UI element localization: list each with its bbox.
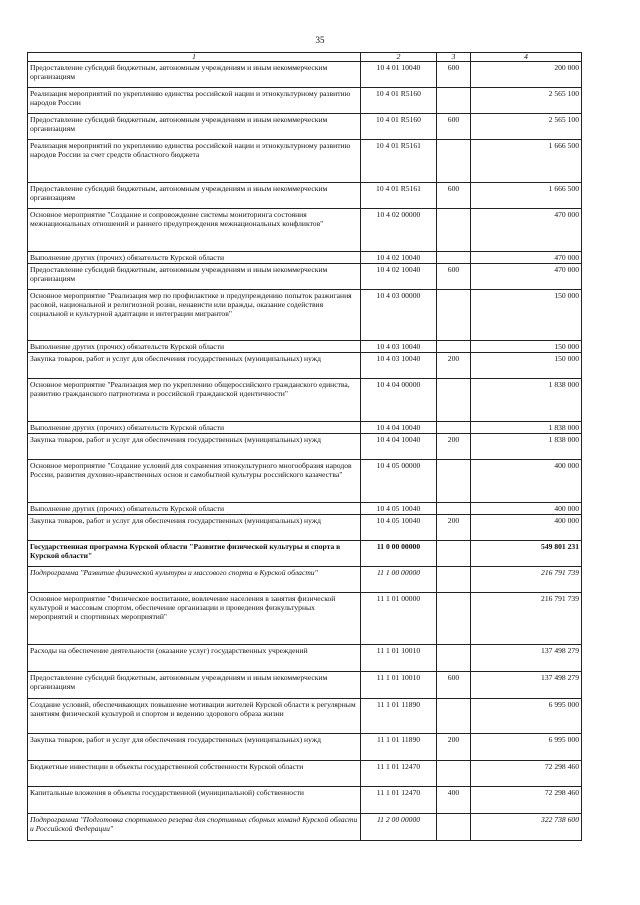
row-amount-cell: 72 298 460 bbox=[471, 761, 582, 787]
row-name-cell: Выполнение других (прочих) обязательств Курской области bbox=[28, 252, 361, 264]
column-header-1: 1 bbox=[28, 53, 361, 62]
row-amount-cell: 137 498 279 bbox=[471, 672, 582, 699]
row-amount-cell: 150 000 bbox=[471, 353, 582, 379]
row-code-cell: 11 1 01 10010 bbox=[361, 672, 437, 699]
row-name-cell: Основное мероприятие "Физическое воспитание, вовлечение населения в занятия физической культурой и массовым спортом, обеспечение организации и проведения физкультурных мероприятий и спортивных мероприятий" bbox=[28, 593, 361, 645]
row-name-cell: Основное мероприятие "Создание и сопровождение системы мониторинга состояния межнациональных отношений и раннего предупреждения межнациональных конфликтов" bbox=[28, 209, 361, 252]
row-name-cell: Закупка товаров, работ и услуг для обеспечения государственных (муниципальных) нужд bbox=[28, 734, 361, 761]
row-expense-type-cell: 600 bbox=[437, 114, 471, 140]
row-code-cell: 10 4 03 00000 bbox=[361, 290, 437, 341]
column-header-2: 2 bbox=[361, 53, 437, 62]
row-amount-cell: 2 565 100 bbox=[471, 88, 582, 114]
row-name-cell: Предоставление субсидий бюджетным, автономным учреждениям и иным некоммерческим организациям bbox=[28, 672, 361, 699]
row-amount-cell: 322 738 600 bbox=[471, 814, 582, 841]
row-amount-cell: 150 000 bbox=[471, 341, 582, 353]
row-code-cell: 10 4 04 10040 bbox=[361, 434, 437, 460]
table-row bbox=[28, 422, 582, 434]
row-code-cell: 11 1 01 12470 bbox=[361, 761, 437, 787]
row-expense-type-cell: 200 bbox=[437, 353, 471, 379]
row-amount-cell: 200 000 bbox=[471, 62, 582, 88]
row-expense-type-cell bbox=[437, 645, 471, 672]
row-name-cell: Реализация мероприятий по укреплению единства российской нации и этнокультурному развитию народов России bbox=[28, 88, 361, 114]
table-row bbox=[28, 252, 582, 264]
table-row bbox=[28, 645, 582, 672]
budget-table bbox=[27, 52, 582, 841]
row-code-cell: 10 4 02 10040 bbox=[361, 252, 437, 264]
row-name-cell: Основное мероприятие "Реализация мер по укреплению общероссийского гражданского единства, развитию гражданского патриотизма и российской гражданской идентичности" bbox=[28, 379, 361, 422]
row-expense-type-cell bbox=[437, 761, 471, 787]
row-amount-cell: 1 666 500 bbox=[471, 183, 582, 209]
row-code-cell: 10 4 04 00000 bbox=[361, 379, 437, 422]
row-amount-cell: 549 801 231 bbox=[471, 541, 582, 567]
row-amount-cell: 150 000 bbox=[471, 290, 582, 341]
table-row bbox=[28, 460, 582, 503]
row-code-cell: 10 4 05 10040 bbox=[361, 503, 437, 515]
row-amount-cell: 400 000 bbox=[471, 503, 582, 515]
row-expense-type-cell bbox=[437, 814, 471, 841]
table-row bbox=[28, 761, 582, 787]
row-expense-type-cell bbox=[437, 503, 471, 515]
row-name-cell: Государственная программа Курской области "Развитие физической культуры и спорта в Курской области" bbox=[28, 541, 361, 567]
row-code-cell: 11 1 01 12470 bbox=[361, 787, 437, 814]
table-row bbox=[28, 734, 582, 761]
row-name-cell: Закупка товаров, работ и услуг для обеспечения государственных (муниципальных) нужд bbox=[28, 353, 361, 379]
table-row bbox=[28, 353, 582, 379]
row-name-cell: Предоставление субсидий бюджетным, автономным учреждениям и иным некоммерческим организациям bbox=[28, 264, 361, 290]
row-expense-type-cell: 600 bbox=[437, 264, 471, 290]
row-code-cell: 11 1 00 00000 bbox=[361, 567, 437, 593]
row-name-cell: Предоставление субсидий бюджетным, автономным учреждениям и иным некоммерческим организациям bbox=[28, 114, 361, 140]
row-name-cell: Выполнение других (прочих) обязательств Курской области bbox=[28, 341, 361, 353]
row-name-cell: Основное мероприятие "Создание условий для сохранения этнокультурного многообразия народов России, развития духовно-нравственных основ и самобытной культуры российского казачества" bbox=[28, 460, 361, 503]
row-expense-type-cell bbox=[437, 290, 471, 341]
row-expense-type-cell bbox=[437, 460, 471, 503]
row-amount-cell: 470 000 bbox=[471, 252, 582, 264]
row-amount-cell: 6 995 000 bbox=[471, 699, 582, 734]
row-amount-cell: 400 000 bbox=[471, 460, 582, 503]
row-amount-cell: 470 000 bbox=[471, 264, 582, 290]
table-row bbox=[28, 787, 582, 814]
row-code-cell: 10 4 01 R5160 bbox=[361, 88, 437, 114]
table-row bbox=[28, 567, 582, 593]
row-amount-cell: 2 565 100 bbox=[471, 114, 582, 140]
row-code-cell: 10 4 01 R5161 bbox=[361, 183, 437, 209]
table-row bbox=[28, 209, 582, 252]
row-code-cell: 10 4 04 10040 bbox=[361, 422, 437, 434]
row-name-cell: Выполнение других (прочих) обязательств Курской области bbox=[28, 422, 361, 434]
column-header-3: 3 bbox=[437, 53, 471, 62]
row-expense-type-cell bbox=[437, 593, 471, 645]
row-name-cell: Подпрограмма "Развитие физической культуры и массового спорта в Курской области" bbox=[28, 567, 361, 593]
row-name-cell: Предоставление субсидий бюджетным, автономным учреждениям и иным некоммерческим организациям bbox=[28, 62, 361, 88]
row-amount-cell: 216 791 739 bbox=[471, 567, 582, 593]
row-name-cell: Капитальные вложения в объекты государственной (муниципальной) собственности bbox=[28, 787, 361, 814]
row-amount-cell: 6 995 000 bbox=[471, 734, 582, 761]
table-row bbox=[28, 379, 582, 422]
row-code-cell: 11 1 01 10010 bbox=[361, 645, 437, 672]
row-code-cell: 11 1 01 11890 bbox=[361, 699, 437, 734]
row-name-cell: Создание условий, обеспечивающих повышение мотивации жителей Курской области к регулярным занятиям физической культурой и спортом и ведению здорового образа жизни bbox=[28, 699, 361, 734]
row-expense-type-cell bbox=[437, 88, 471, 114]
row-code-cell: 10 4 02 00000 bbox=[361, 209, 437, 252]
row-amount-cell: 1 838 000 bbox=[471, 434, 582, 460]
row-name-cell: Подпрограмма "Подготовка спортивного резерва для спортивных сборных команд Курской области и Российской Федерации" bbox=[28, 814, 361, 841]
row-code-cell: 10 4 05 10040 bbox=[361, 515, 437, 541]
row-amount-cell: 72 298 460 bbox=[471, 787, 582, 814]
row-expense-type-cell: 600 bbox=[437, 183, 471, 209]
table-row bbox=[28, 515, 582, 541]
row-code-cell: 10 4 01 R5160 bbox=[361, 114, 437, 140]
row-expense-type-cell bbox=[437, 209, 471, 252]
row-expense-type-cell bbox=[437, 422, 471, 434]
row-name-cell: Бюджетные инвестиции в объекты государственной собственности Курской области bbox=[28, 761, 361, 787]
row-expense-type-cell: 200 bbox=[437, 434, 471, 460]
row-expense-type-cell bbox=[437, 379, 471, 422]
table-row bbox=[28, 814, 582, 841]
row-expense-type-cell bbox=[437, 252, 471, 264]
row-code-cell: 11 2 00 00000 bbox=[361, 814, 437, 841]
table-row bbox=[28, 341, 582, 353]
table-row bbox=[28, 140, 582, 183]
table-row bbox=[28, 183, 582, 209]
row-code-cell: 10 4 03 10040 bbox=[361, 353, 437, 379]
row-expense-type-cell: 400 bbox=[437, 787, 471, 814]
row-amount-cell: 1 838 000 bbox=[471, 422, 582, 434]
row-code-cell: 10 4 01 10040 bbox=[361, 62, 437, 88]
row-code-cell: 10 4 01 R5161 bbox=[361, 140, 437, 183]
table-body bbox=[28, 62, 582, 841]
row-expense-type-cell bbox=[437, 341, 471, 353]
row-amount-cell: 1 838 000 bbox=[471, 379, 582, 422]
row-code-cell: 10 4 02 10040 bbox=[361, 264, 437, 290]
row-code-cell: 11 0 00 00000 bbox=[361, 541, 437, 567]
table-row bbox=[28, 264, 582, 290]
row-expense-type-cell bbox=[437, 567, 471, 593]
row-name-cell: Закупка товаров, работ и услуг для обеспечения государственных (муниципальных) нужд bbox=[28, 434, 361, 460]
row-expense-type-cell bbox=[437, 541, 471, 567]
row-name-cell: Расходы на обеспечение деятельности (оказание услуг) государственных учреждений bbox=[28, 645, 361, 672]
row-name-cell: Реализация мероприятий по укреплению единства российской нации и этнокультурному развитию народов России за счет средств областного бюджета bbox=[28, 140, 361, 183]
row-name-cell: Предоставление субсидий бюджетным, автономным учреждениям и иным некоммерческим организациям bbox=[28, 183, 361, 209]
table-row bbox=[28, 88, 582, 114]
table-row bbox=[28, 593, 582, 645]
table-header-row bbox=[28, 53, 582, 62]
row-code-cell: 10 4 03 10040 bbox=[361, 341, 437, 353]
table-row bbox=[28, 62, 582, 88]
row-expense-type-cell: 600 bbox=[437, 62, 471, 88]
row-code-cell: 11 1 01 11890 bbox=[361, 734, 437, 761]
row-name-cell: Закупка товаров, работ и услуг для обеспечения государственных (муниципальных) нужд bbox=[28, 515, 361, 541]
row-amount-cell: 400 000 bbox=[471, 515, 582, 541]
row-name-cell: Основное мероприятие "Реализация мер по профилактике и предупреждению попыток разжигания расовой, национальной и религиозной розни, ненависти или вражды, оказание содействия социальной и культурной адаптации и интеграции мигрантов" bbox=[28, 290, 361, 341]
row-code-cell: 11 1 01 00000 bbox=[361, 593, 437, 645]
column-header-4: 4 bbox=[471, 53, 582, 62]
row-amount-cell: 216 791 739 bbox=[471, 593, 582, 645]
table-row bbox=[28, 290, 582, 341]
row-expense-type-cell: 200 bbox=[437, 734, 471, 761]
row-amount-cell: 470 000 bbox=[471, 209, 582, 252]
page-number: 35 bbox=[315, 35, 325, 45]
row-expense-type-cell bbox=[437, 140, 471, 183]
row-name-cell: Выполнение других (прочих) обязательств Курской области bbox=[28, 503, 361, 515]
row-amount-cell: 1 666 500 bbox=[471, 140, 582, 183]
table-row bbox=[28, 503, 582, 515]
row-expense-type-cell: 200 bbox=[437, 515, 471, 541]
row-code-cell: 10 4 05 00000 bbox=[361, 460, 437, 503]
table-row bbox=[28, 114, 582, 140]
table-row bbox=[28, 434, 582, 460]
table-row bbox=[28, 672, 582, 699]
row-expense-type-cell bbox=[437, 699, 471, 734]
table-row bbox=[28, 541, 582, 567]
row-amount-cell: 137 498 279 bbox=[471, 645, 582, 672]
row-expense-type-cell: 600 bbox=[437, 672, 471, 699]
table-row bbox=[28, 699, 582, 734]
